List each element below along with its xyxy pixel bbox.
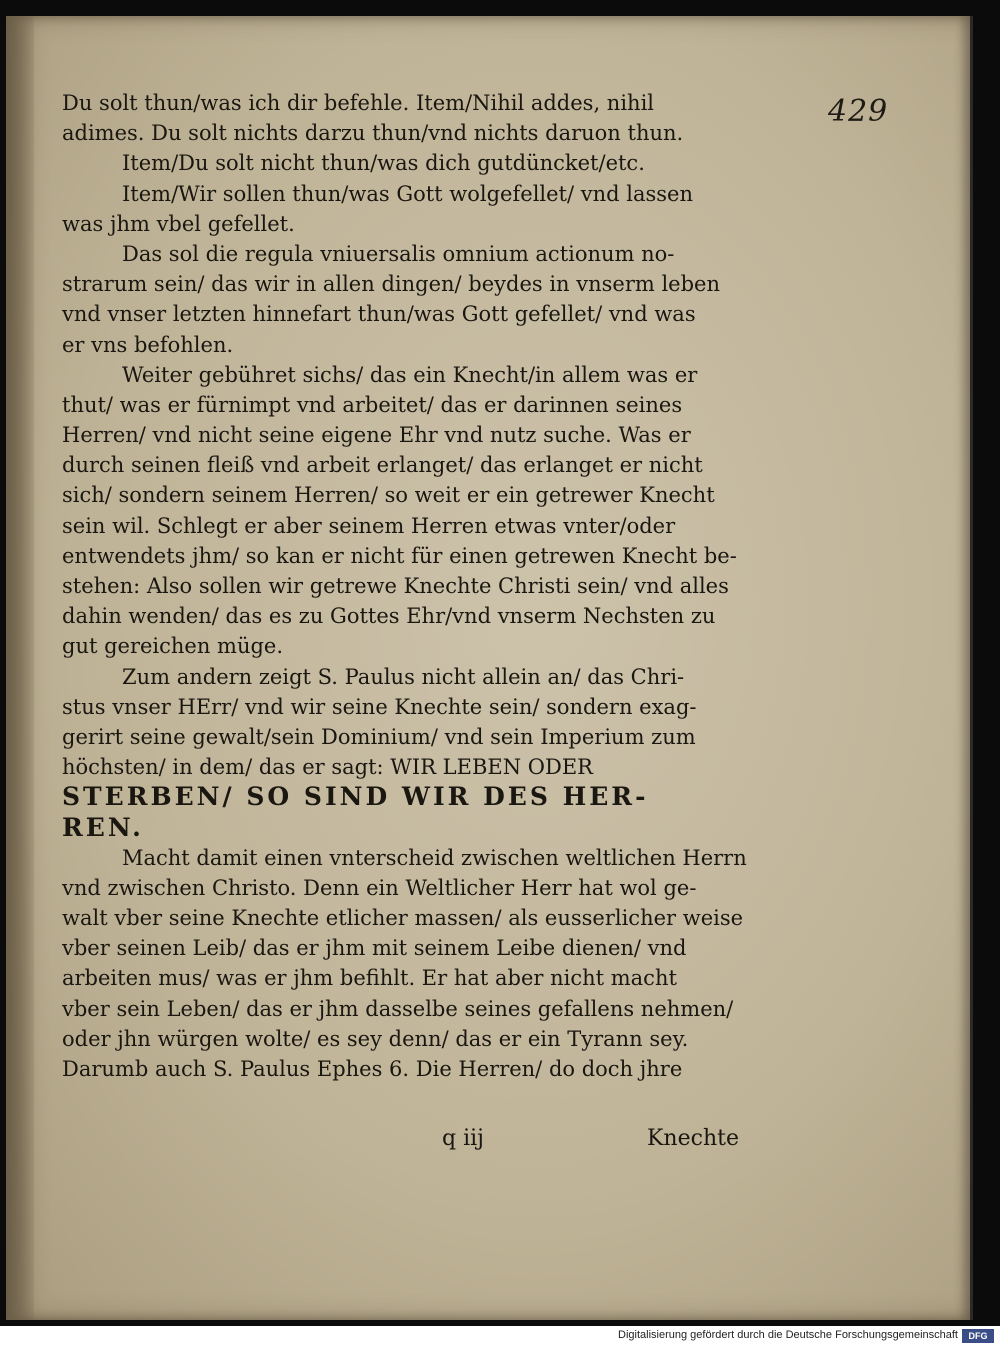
text-line: Item/Du solt nicht thun/was dich gutdüncket/etc. (122, 151, 645, 176)
text-line: walt vber seine Knechte etlicher massen/ als eusserlicher weise (62, 906, 744, 931)
text-line: was jhm vbel gefellet. (62, 211, 295, 236)
text-line: vber sein Leben/ das er jhm dasselbe seines gefallens nehmen/ (62, 996, 734, 1021)
text-line: arbeiten mus/ was er jhm befihlt. Er hat aber nicht macht (62, 966, 677, 991)
text-line: Weiter gebühret sichs/ das ein Knecht/in allem was er (122, 362, 698, 387)
text-line: vber seinen Leib/ das er jhm mit seinem Leibe dienen/ vnd (62, 936, 687, 961)
text-line: entwendets jhm/ so kan er nicht für einen getrewen Knecht be- (62, 543, 737, 568)
text-line: STERBEN/ SO SIND WIR DES HER- (62, 782, 649, 812)
text-line: Zum andern zeigt S. Paulus nicht allein an/ das Chri- (122, 664, 685, 689)
text-line: REN. (62, 812, 144, 842)
text-line: stehen: Also sollen wir getrewe Knechte Christi sein/ vnd alles (62, 574, 729, 598)
text-line: stus vnser HErr/ vnd wir seine Knechte sein/ sondern exag- (62, 694, 697, 719)
signature-mark: q iij (442, 1126, 484, 1151)
text-line: sich/ sondern seinem Herren/ so weit er ein getrewer Knecht (62, 483, 715, 508)
text-line: adimes. Du solt nichts darzu thun/vnd nichts daruon thun. (62, 121, 684, 146)
page-number: 429 (828, 94, 889, 129)
text-line: Darumb auch S. Paulus Ephes 6. Die Herren/ do doch jhre (62, 1057, 683, 1081)
text-line: Du solt thun/was ich dir befehle. Item/Nihil addes, nihil (62, 91, 654, 115)
credit-bar (0, 1326, 1000, 1348)
text-line: gerirt seine gewalt/sein Dominium/ vnd sein Imperium zum (62, 724, 696, 749)
text-line: Item/Wir sollen thun/was Gott wolgefellet/ vnd lassen (122, 181, 693, 206)
catchword: Knechte (647, 1126, 739, 1151)
text-line: höchsten/ in dem/ das er sagt: WIR LEBEN ODER (62, 755, 593, 780)
text-line: vnd zwischen Christo. Denn ein Weltlicher Herr hat wol ge- (62, 875, 697, 900)
text-line: Herren/ vnd nicht seine eigene Ehr vnd nutz suche. Was er (62, 423, 691, 448)
page-footer (62, 1126, 752, 1160)
funding-credit: Digitalisierung gefördert durch die Deutsche Forschungsgemeinschaft (618, 1329, 958, 1341)
text-line: vnd vnser letzten hinnefart thun/was Gott gefellet/ vnd was (62, 302, 696, 327)
text-line: gut gereichen müge. (62, 634, 284, 659)
text-line: oder jhn würgen wolte/ es sey denn/ das er ein Tyrann sey. (62, 1026, 689, 1051)
text-line: sein wil. Schlegt er aber seinem Herren etwas vnter/oder (62, 513, 676, 538)
body-text (62, 88, 752, 1084)
text-line: er vns befohlen. (62, 332, 234, 357)
text-line: strarum sein/ das wir in allen dingen/ beydes in vnserm leben (62, 272, 721, 297)
text-line: thut/ was er fürnimpt vnd arbeitet/ das er darinnen seines (62, 392, 683, 417)
text-line: Das sol die regula vniuersalis omnium actionum no- (122, 241, 675, 266)
text-line: dahin wenden/ das es zu Gottes Ehr/vnd vnserm Nechsten zu (62, 604, 716, 629)
text-line: durch seinen fleiß vnd arbeit erlanget/ das erlanget er nicht (62, 453, 703, 478)
dfg-logo: DFG (962, 1329, 994, 1343)
page-gutter (6, 16, 34, 1320)
text-line: Macht damit einen vnterscheid zwischen weltlichen Herrn (122, 845, 747, 870)
